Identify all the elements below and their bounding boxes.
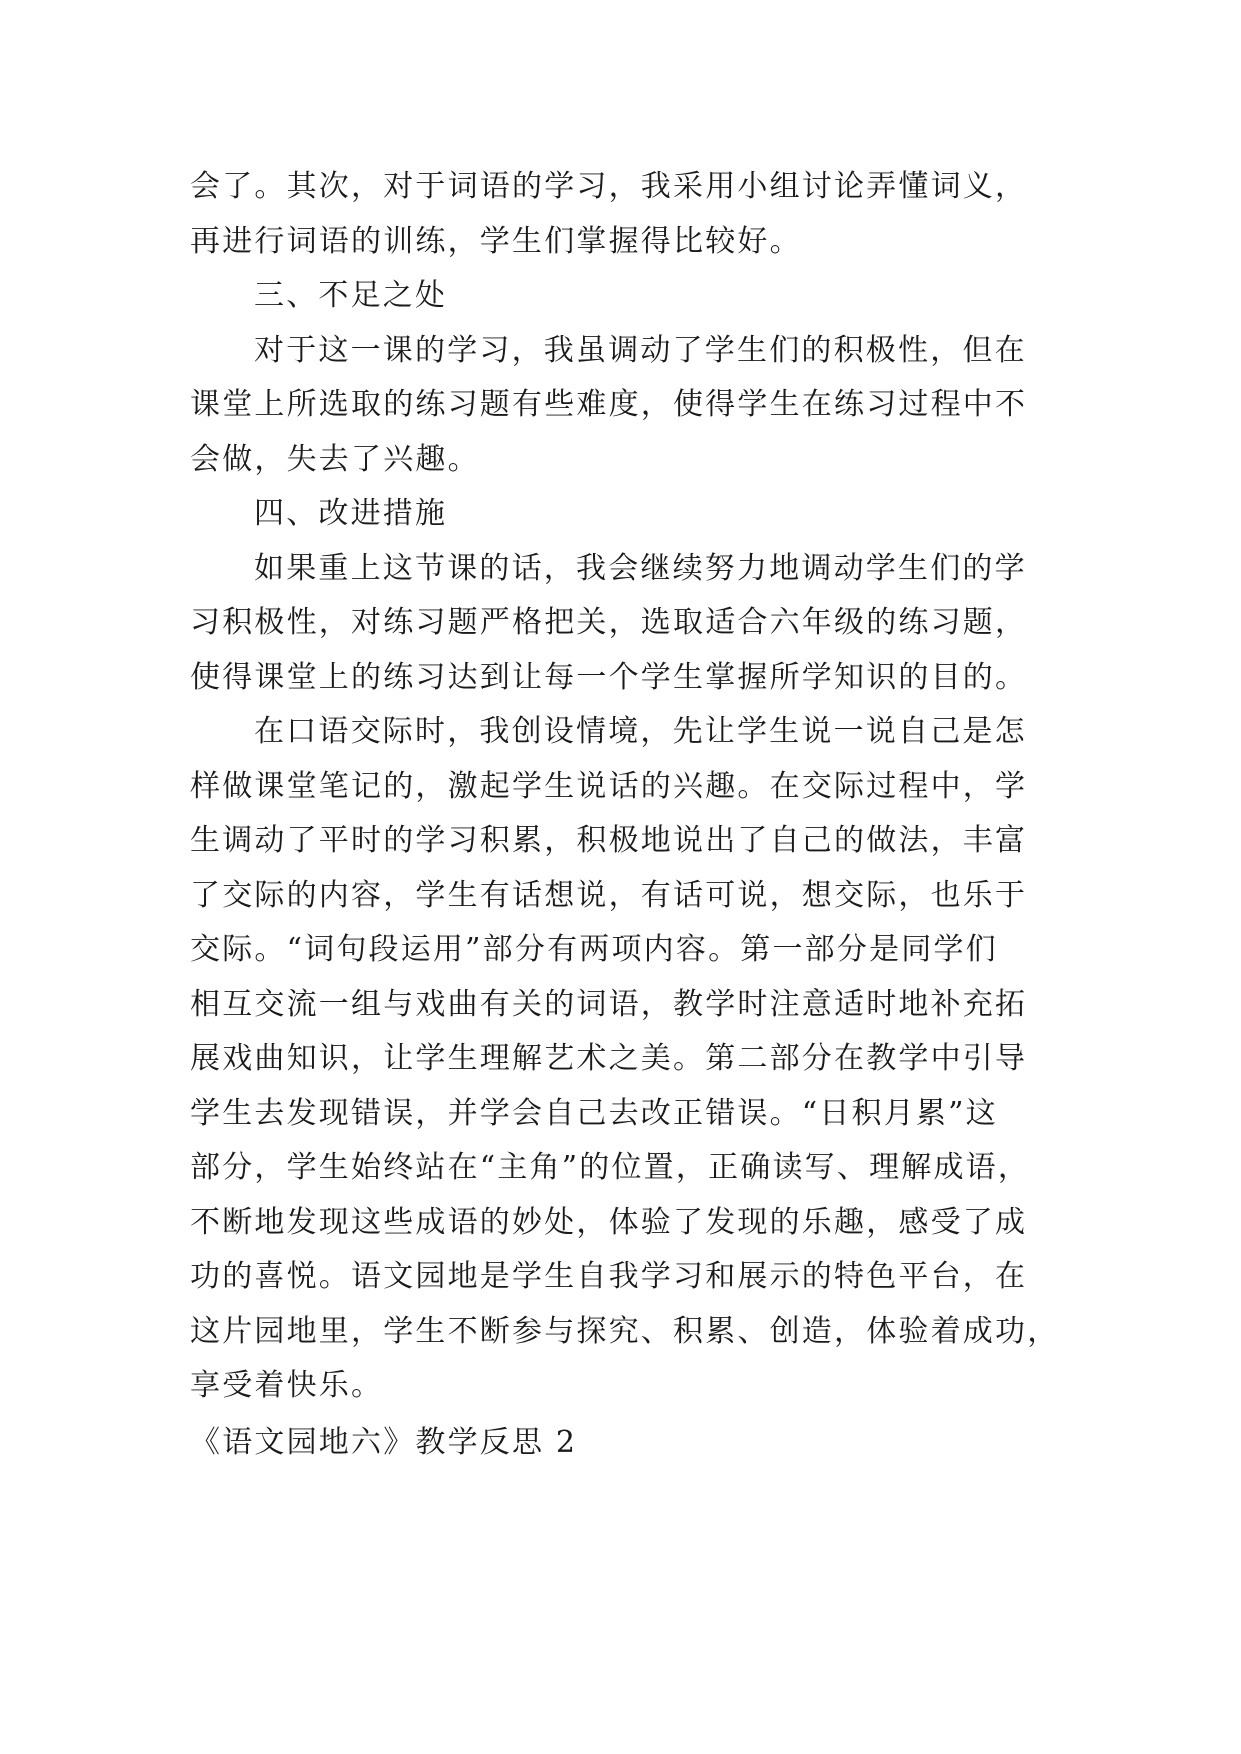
text-line: 不断地发现这些成语的妙处，体验了发现的乐趣，感受了成 [190,1204,1028,1240]
text-line: 功的喜悦。语文园地是学生自我学习和展示的特色平台，在 [190,1259,1028,1294]
text-line: 享受着快乐。 [190,1368,384,1403]
text-line: 会了。其次，对于词语的学习，我采用小组讨论弄懂词义， [190,169,1028,204]
text-line: 使得课堂上的练习达到让每一个学生掌握所学知识的目的。 [190,659,1028,695]
text-line: 这片园地里，学生不断参与探究、积累、创造，体验着成功， [190,1313,1060,1349]
text-line: 部分，学生始终站在“主角”的位置，正确读写、理解成语， [190,1150,1031,1185]
text-line: 学生去发现错误，并学会自己去改正错误。“日积月累”这 [190,1095,998,1131]
text-line: 相互交流一组与戏曲有关的词语，教学时注意适时地补充拓 [190,986,1028,1022]
text-line: 如果重上这节课的话，我会继续努力地调动学生们的学 [254,550,1027,586]
section-heading: 四、改进措施 [254,496,448,531]
text-line: 展戏曲知识，让学生理解艺术之美。第二部分在教学中引导 [190,1041,1028,1076]
text-line: 对于这一课的学习，我虽调动了学生们的积极性，但在 [254,332,1027,368]
document-body [190,160,1070,1470]
text-line: 生调动了平时的学习积累，积极地说出了自己的做法，丰富 [190,823,1028,858]
text-line: 习积极性，对练习题严格把关，选取适合六年级的练习题， [190,605,1028,640]
text-line: 了交际的内容，学生有话想说，有话可说，想交际，也乐于 [190,877,1028,913]
text-line: 在口语交际时，我创设情境，先让学生说一说自己是怎 [254,714,1027,749]
text-line: 课堂上所选取的练习题有些难度，使得学生在练习过程中不 [190,387,1028,422]
text-line: 会做，失去了兴趣。 [190,441,480,477]
text-line: 再进行词语的训练，学生们掌握得比较好。 [190,223,802,259]
next-section-title: 《语文园地六》教学反思 2 [190,1424,578,1460]
text-line: 交际。“词句段运用”部分有两项内容。第一部分是同学们 [190,932,998,967]
text-line: 样做课堂笔记的，激起学生说话的兴趣。在交际过程中，学 [190,768,1028,804]
section-heading: 三、不足之处 [254,278,448,313]
